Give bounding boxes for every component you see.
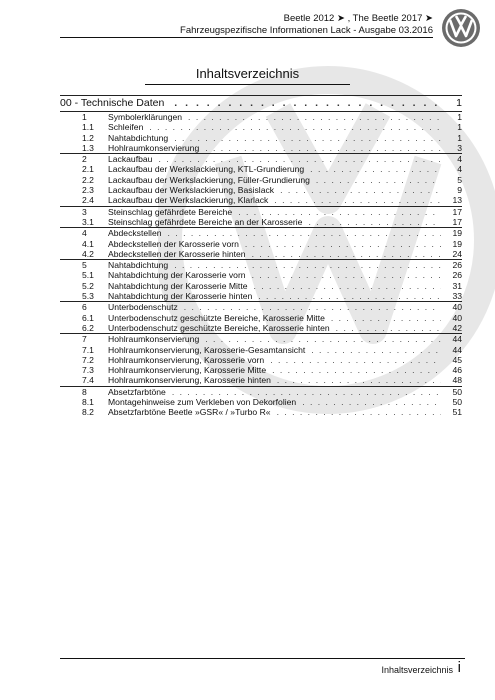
- toc-subentry[interactable]: [60, 175, 462, 185]
- toc-dot-leader: [308, 217, 441, 227]
- toc-entry-number: 3: [82, 206, 87, 217]
- toc-subentry[interactable]: [60, 323, 462, 333]
- toc-chapter-entry[interactable]: [60, 154, 462, 164]
- toc-entry-number: 7.4: [82, 375, 94, 386]
- toc-entry-page: 1: [457, 122, 462, 133]
- toc-dot-leader: [280, 185, 441, 195]
- header-info-line: Fahrzeugspezifische Informationen Lack - Ausgabe 03.2016: [180, 25, 433, 36]
- toc-entry-page: 17: [452, 216, 462, 227]
- toc-section: [60, 259, 462, 301]
- toc-entry-label: Lackaufbau: [108, 154, 153, 165]
- toc-entry-label: Nahtabdichtung der Karosserie hinten: [108, 291, 253, 302]
- toc-entry-number: 7.2: [82, 354, 94, 365]
- toc-subentry[interactable]: [60, 375, 462, 385]
- toc-entry-page: 1: [456, 97, 462, 109]
- toc-entry-label: Abdeckstellen: [108, 228, 162, 239]
- toc-entry-number: 6: [82, 302, 87, 313]
- toc-subentry[interactable]: [60, 345, 462, 355]
- toc-chapter-entry[interactable]: [60, 207, 462, 217]
- toc-section: [60, 227, 462, 259]
- toc-dot-leader: [274, 195, 441, 205]
- toc-entry-number: 2.3: [82, 185, 94, 196]
- toc-entry-number: 5.3: [82, 291, 94, 302]
- toc-section: [60, 153, 462, 205]
- toc-entry-page: 4: [457, 164, 462, 175]
- toc-entry-number: 4: [82, 228, 87, 239]
- toc-subentry[interactable]: [60, 143, 462, 153]
- toc-dot-leader: [158, 154, 441, 164]
- header-divider: [60, 37, 433, 38]
- toc-entry-number: 2.2: [82, 174, 94, 185]
- toc-entry-label: Hohlraumkonservierung, Karosserie Mitte: [108, 365, 267, 376]
- toc-entry-number: 4.1: [82, 238, 94, 249]
- toc-entry-label: Unterbodenschutz geschützte Bereiche, Karosserie hinten: [108, 322, 330, 333]
- toc-dot-leader: [168, 228, 441, 238]
- toc-dot-leader: [310, 164, 441, 174]
- toc-dot-leader: [316, 175, 441, 185]
- toc-dot-leader: [336, 323, 441, 333]
- toc-entry-number: 8.1: [82, 397, 94, 408]
- toc-dot-leader: [254, 281, 442, 291]
- footer-label: Inhaltsverzeichnis: [381, 665, 453, 675]
- toc-entry-page: 5: [457, 174, 462, 185]
- toc-chapter-entry[interactable]: [60, 387, 462, 397]
- toc-entry-label: Nahtabdichtung der Karosserie Mitte: [108, 280, 248, 291]
- toc-dot-leader: [277, 375, 441, 385]
- toc-entry-page: 4: [457, 154, 462, 165]
- toc-chapter-entry[interactable]: [60, 112, 462, 122]
- toc-subentry[interactable]: [60, 407, 462, 417]
- toc-entry-page: 48: [452, 375, 462, 386]
- toc-entry-page: 44: [452, 334, 462, 345]
- toc-entry-page: 19: [452, 238, 462, 249]
- toc-entry-number: 5: [82, 260, 87, 271]
- toc-chapter-entry[interactable]: [60, 228, 462, 238]
- toc-dot-leader: [331, 313, 441, 323]
- toc-entry-page: 26: [452, 260, 462, 271]
- toc-dot-leader: [272, 365, 441, 375]
- toc-entry-number: 8.2: [82, 407, 94, 418]
- toc-entry-label: Lackaufbau der Werkslackierung, Basislack: [108, 185, 275, 196]
- toc-dot-leader: [188, 112, 441, 122]
- toc-dot-leader: [184, 302, 441, 312]
- toc-entry-page: 44: [452, 344, 462, 355]
- page-title: Inhaltsverzeichnis: [195, 66, 300, 81]
- toc-entry-label: Nahtabdichtung der Karosserie vorn: [108, 270, 246, 281]
- toc-entry-page: 42: [452, 322, 462, 333]
- toc-section: [60, 301, 462, 333]
- toc-entry-number: 5.2: [82, 280, 94, 291]
- toc-entry-number: 2.1: [82, 164, 94, 175]
- toc-chapter-entry[interactable]: [60, 260, 462, 270]
- toc-entry-number: 8: [82, 386, 87, 397]
- toc-sections: [60, 111, 462, 418]
- toc-entry-page: 46: [452, 365, 462, 376]
- toc-dot-leader: [311, 345, 441, 355]
- toc-entry-page: 1: [457, 132, 462, 143]
- toc-entry-number: 6.1: [82, 312, 94, 323]
- toc-dot-leader: [174, 133, 441, 143]
- toc-entry-number: 7: [82, 334, 87, 345]
- toc-entry-number: 5.1: [82, 270, 94, 281]
- toc-entry-number: 7.3: [82, 365, 94, 376]
- toc-entry-page: 24: [452, 248, 462, 259]
- table-of-contents: [60, 95, 462, 418]
- toc-section: [60, 333, 462, 385]
- toc-dot-leader: [149, 122, 441, 132]
- toc-entry-number: 3.1: [82, 216, 94, 227]
- toc-entry-page: 40: [452, 302, 462, 313]
- toc-subentry[interactable]: [60, 185, 462, 195]
- toc-entry-page: 9: [457, 185, 462, 196]
- toc-dot-leader: [277, 407, 441, 417]
- toc-entry-label: Lackaufbau der Werkslackierung, Klarlack: [108, 195, 269, 206]
- toc-entry-number: 7.1: [82, 344, 94, 355]
- toc-chapter-entry[interactable]: [60, 302, 462, 312]
- page-header: [0, 0, 495, 70]
- toc-entry-page: 31: [452, 280, 462, 291]
- toc-dot-leader: [174, 96, 441, 111]
- toc-dot-leader: [252, 270, 441, 280]
- toc-main-entry[interactable]: [60, 96, 462, 111]
- toc-dot-leader: [302, 397, 441, 407]
- toc-entry-label: Hohlraumkonservierung, Karosserie vorn: [108, 354, 265, 365]
- footer-page-number: i: [457, 659, 461, 676]
- toc-entry-label: 00 - Technische Daten: [60, 97, 165, 109]
- toc-entry-label: Symbolerklärungen: [108, 112, 183, 122]
- toc-section: [60, 206, 462, 228]
- toc-entry-label: Steinschlag gefährdete Bereiche an der Karosserie: [108, 216, 303, 227]
- toc-entry-label: Schleifen: [108, 122, 144, 133]
- toc-entry-label: Steinschlag gefährdete Bereiche: [108, 206, 233, 217]
- toc-entry-number: 1.3: [82, 142, 94, 153]
- toc-entry-label: Abdeckstellen der Karosserie hinten: [108, 248, 246, 259]
- toc-entry-page: 33: [452, 291, 462, 302]
- toc-dot-leader: [258, 291, 441, 301]
- toc-dot-leader: [205, 143, 441, 153]
- toc-entry-label: Absetzfarbtöne: [108, 386, 166, 397]
- toc-entry-label: Nahtabdichtung: [108, 132, 169, 143]
- toc-entry-page: 50: [452, 397, 462, 408]
- toc-entry-number: 1.2: [82, 132, 94, 143]
- toc-entry-label: Lackaufbau der Werkslackierung, Füller-Grundierung: [108, 174, 310, 185]
- toc-subentry[interactable]: [60, 133, 462, 143]
- toc-entry-page: 1: [457, 112, 462, 122]
- toc-subentry[interactable]: [60, 365, 462, 375]
- toc-entry-page: 13: [452, 195, 462, 206]
- toc-chapter-entry[interactable]: [60, 334, 462, 344]
- toc-subentry[interactable]: [60, 239, 462, 249]
- toc-entry-page: 45: [452, 354, 462, 365]
- toc-entry-page: 3: [457, 142, 462, 153]
- toc-entry-label: Hohlraumkonservierung, Karosserie-Gesamtansicht: [108, 344, 306, 355]
- toc-entry-label: Lackaufbau der Werkslackierung, KTL-Grundierung: [108, 164, 305, 175]
- toc-subentry[interactable]: [60, 270, 462, 280]
- toc-entry-label: Unterbodenschutz: [108, 302, 178, 313]
- toc-entry-label: Hohlraumkonservierung: [108, 334, 200, 345]
- toc-entry-label: Unterbodenschutz geschützte Bereiche, Karosserie Mitte: [108, 312, 325, 323]
- toc-subentry[interactable]: [60, 217, 462, 227]
- toc-dot-leader: [252, 249, 441, 259]
- toc-subentry[interactable]: [60, 397, 462, 407]
- toc-entry-label: Hohlraumkonservierung, Karosserie hinten: [108, 375, 271, 386]
- toc-section: [60, 111, 462, 153]
- toc-subentry[interactable]: [60, 122, 462, 132]
- toc-dot-leader: [174, 260, 441, 270]
- toc-dot-leader: [245, 239, 441, 249]
- toc-entry-number: 4.2: [82, 248, 94, 259]
- toc-main-section: [60, 95, 462, 111]
- toc-entry-label: Hohlraumkonservierung: [108, 142, 200, 153]
- toc-subentry[interactable]: [60, 249, 462, 259]
- toc-entry-number: 2.4: [82, 195, 94, 206]
- toc-entry-page: 17: [452, 206, 462, 217]
- toc-subentry[interactable]: [60, 164, 462, 174]
- toc-dot-leader: [205, 334, 441, 344]
- toc-entry-page: 50: [452, 386, 462, 397]
- toc-entry-number: 1.1: [82, 122, 94, 133]
- toc-entry-page: 26: [452, 270, 462, 281]
- toc-entry-number: 1: [82, 112, 87, 122]
- toc-dot-leader: [172, 387, 441, 397]
- toc-entry-label: Montagehinweise zum Verkleben von Dekorfolien: [108, 397, 297, 408]
- toc-subentry[interactable]: [60, 281, 462, 291]
- title-underline: [145, 84, 350, 85]
- footer-divider: [60, 658, 465, 659]
- toc-dot-leader: [270, 355, 441, 365]
- toc-section: [60, 386, 462, 418]
- toc-entry-number: 2: [82, 154, 87, 165]
- toc-entry-page: 19: [452, 228, 462, 239]
- toc-entry-number: 6.2: [82, 322, 94, 333]
- toc-entry-label: Nahtabdichtung: [108, 260, 169, 271]
- toc-entry-label: Absetzfarbtöne Beetle »GSR« / »Turbo R«: [108, 407, 271, 418]
- toc-entry-page: 51: [452, 407, 462, 418]
- vw-logo-icon: [441, 8, 481, 48]
- toc-subentry[interactable]: [60, 313, 462, 323]
- toc-entry-page: 40: [452, 312, 462, 323]
- toc-dot-leader: [238, 207, 441, 217]
- toc-subentry[interactable]: [60, 355, 462, 365]
- header-model-line: Beetle 2012 ➤ , The Beetle 2017 ➤: [283, 13, 433, 24]
- toc-subentry[interactable]: [60, 291, 462, 301]
- toc-subentry[interactable]: [60, 195, 462, 205]
- toc-entry-label: Abdeckstellen der Karosserie vorn: [108, 238, 239, 249]
